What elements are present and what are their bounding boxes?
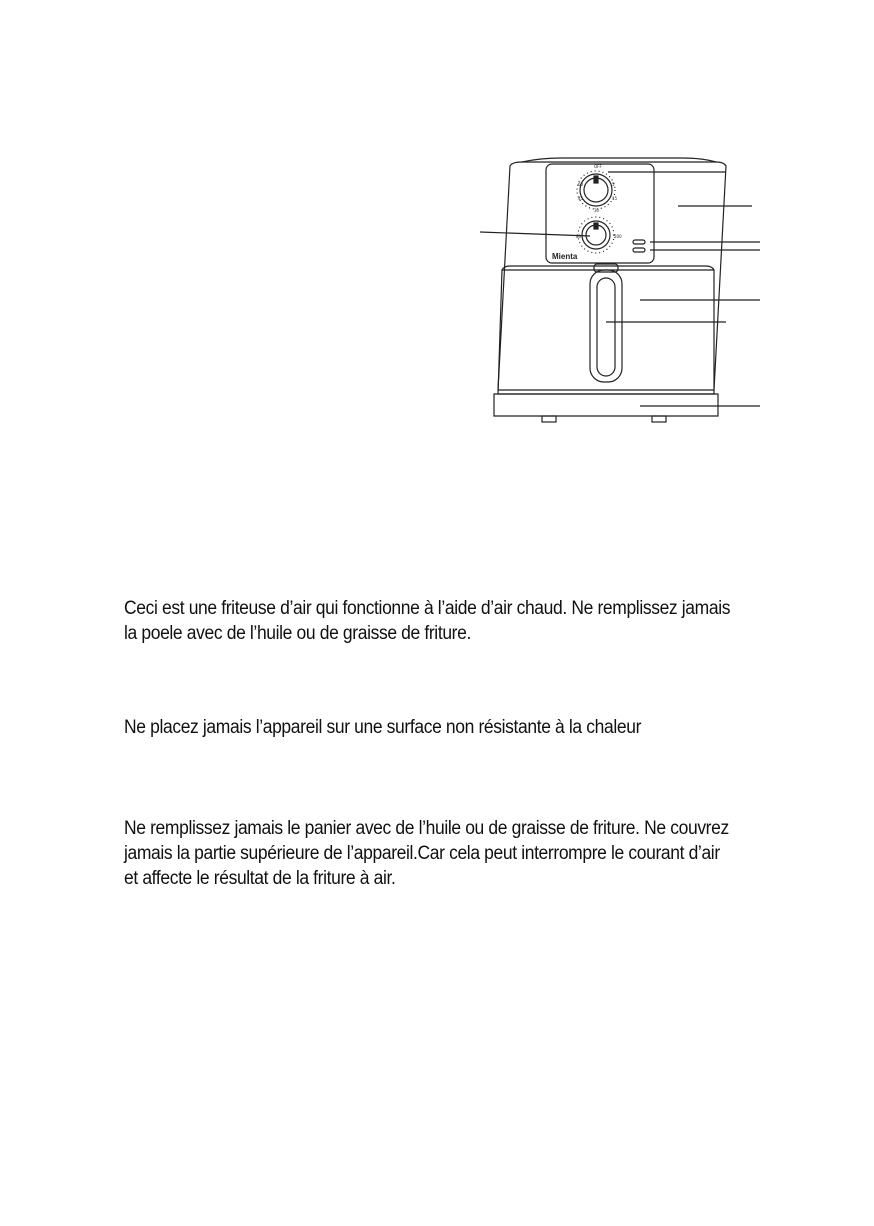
heating-indicator	[633, 248, 645, 252]
foot-right	[652, 416, 666, 422]
svg-text:80: 80	[576, 234, 582, 239]
appliance-base	[494, 394, 718, 416]
power-indicator	[633, 240, 645, 244]
brand-logo: Mienta	[552, 252, 578, 261]
paragraph-line: Ne placez jamais l’appareil sur une surface non résistante à la chaleur	[124, 717, 642, 738]
svg-text:200: 200	[614, 234, 622, 239]
callout-line-3	[480, 232, 590, 236]
svg-text:45: 45	[578, 196, 584, 201]
paragraph-line: Ne remplissez jamais le panier avec de l’huile ou de graisse de friture. Ne couvrez	[124, 818, 729, 839]
paragraph-surface-warning	[124, 715, 782, 740]
svg-text:5: 5	[612, 182, 615, 187]
paragraph-line: la poele avec de l’huile ou de graisse de friture.	[124, 623, 471, 644]
paragraph-hot-air-warning	[124, 596, 782, 646]
paragraph-line: jamais la partie supérieure de l’appareil.Car cela peut interrompre le courant d’air	[124, 843, 720, 864]
paragraph-line: Ceci est une friteuse d’air qui fonctionne à l’aide d’air chaud. Ne remplissez jamais	[124, 598, 731, 619]
svg-text:OFF: OFF	[594, 164, 602, 169]
svg-text:60: 60	[578, 182, 584, 187]
air-fryer-diagram	[470, 150, 770, 440]
svg-text:15: 15	[612, 196, 618, 201]
paragraph-basket-warning	[124, 816, 782, 891]
paragraph-line: et affecte le résultat de la friture à air.	[124, 868, 396, 889]
foot-left	[542, 416, 556, 422]
basket-handle	[590, 270, 622, 382]
appliance-top-lid	[522, 158, 716, 162]
svg-text:30: 30	[594, 208, 600, 213]
